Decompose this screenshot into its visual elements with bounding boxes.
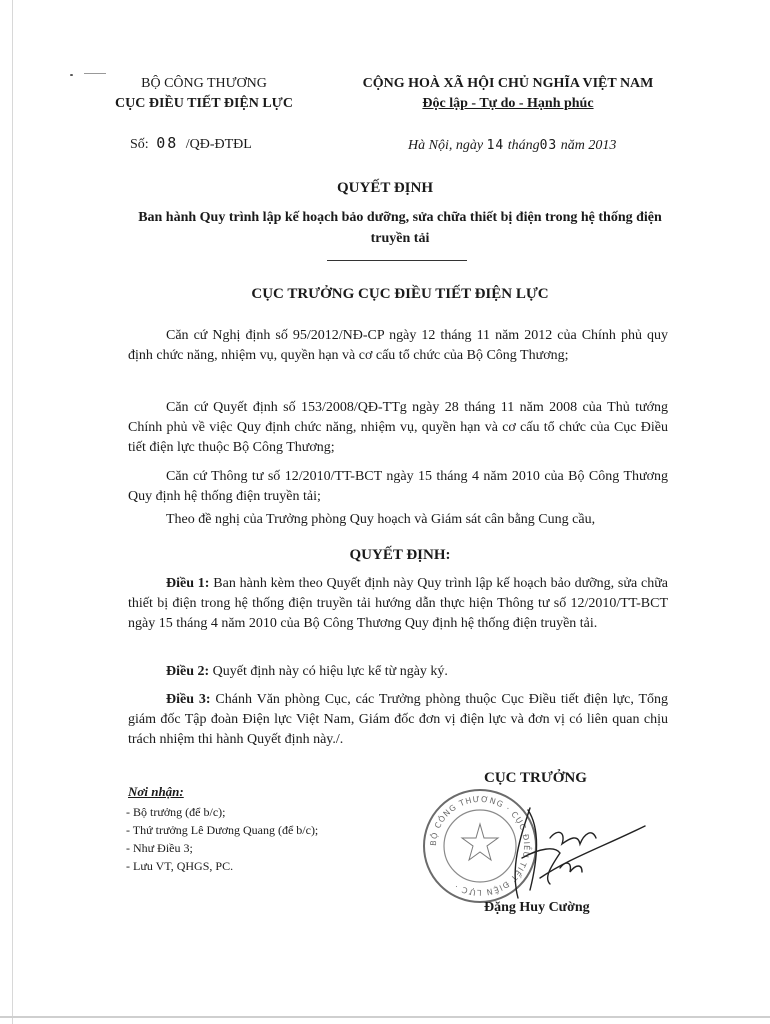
- number-value: 08: [156, 134, 179, 152]
- signatory-name: Đặng Huy Cường: [484, 900, 590, 915]
- date-day: 14: [486, 138, 505, 153]
- number-suffix: /QĐ-ĐTĐL: [185, 137, 252, 152]
- issuer-block: [104, 74, 304, 114]
- decision-heading: QUYẾT ĐỊNH:: [349, 547, 451, 563]
- scan-edge-bottom: [0, 1016, 770, 1018]
- preamble-paragraph: Căn cứ Nghị định số 95/2012/NĐ-CP ngày 12 tháng 11 năm 2012 của Chính phủ quy định chức năng, nhiệm vụ, quyền hạn và cơ cấu tổ chức của Bộ Công Thương;: [128, 328, 668, 363]
- article-text: Chánh Văn phòng Cục, các Trưởng phòng thuộc Cục Điều tiết điện lực, Tổng giám đốc Tập đoàn Điện lực Việt Nam, Giám đốc đơn vị điện lực và đơn vị có liên quan chịu trách nhiệm thi hành Quyết định này./.: [128, 692, 668, 747]
- handwritten-signature: [500, 798, 650, 908]
- recipient-item: - Thứ trưởng Lê Dương Quang (để b/c);: [126, 823, 319, 837]
- recipient-item: - Bộ trưởng (để b/c);: [126, 805, 226, 819]
- national-header: [338, 74, 678, 114]
- ministry-name: BỘ CÔNG THƯƠNG: [141, 76, 267, 91]
- article-text: Ban hành kèm theo Quyết định này Quy trình lập kế hoạch bảo dưỡng, sửa chữa thiết bị điện trong hệ thống điện truyền tải hướng dẫn thực hiện Thông tư số 12/2010/TT-BCT ngày 15 tháng 4 năm 2010 của Bộ Công Thương Quy định hệ thống điện truyền tải.: [128, 576, 668, 631]
- recipient-item: - Lưu VT, QHGS, PC.: [126, 859, 234, 873]
- article-label: Điều 3:: [166, 692, 211, 707]
- scan-speck: [70, 74, 73, 76]
- country-name: CỘNG HOÀ XÃ HỘI CHỦ NGHĨA VIỆT NAM: [362, 76, 654, 91]
- department-name: CỤC ĐIỀU TIẾT ĐIỆN LỰC: [115, 96, 293, 111]
- title-divider: [327, 260, 467, 261]
- date-month-label: tháng: [507, 138, 540, 153]
- scan-speck: [84, 73, 106, 74]
- date-year: năm 2013: [560, 138, 617, 153]
- article-text: Quyết định này có hiệu lực kể từ ngày ký.: [209, 664, 448, 679]
- document-title: QUYẾT ĐỊNH: [337, 180, 433, 196]
- article-label: Điều 1:: [166, 576, 210, 591]
- seal-text: BỘ CÔNG THƯƠNG · CỤC ĐIỀU TIẾT ĐIỆN LỰC ·: [428, 794, 532, 898]
- article-label: Điều 2:: [166, 664, 210, 679]
- date-place-day: Hà Nội, ngày: [408, 138, 484, 153]
- issuing-authority: CỤC TRƯỞNG CỤC ĐIỀU TIẾT ĐIỆN LỰC: [251, 286, 549, 302]
- recipients-list: [126, 803, 318, 875]
- article-3: [128, 690, 668, 750]
- signatory-title: CỤC TRƯỞNG: [484, 770, 587, 786]
- document-subtitle: Ban hành Quy trình lập kế hoạch bảo dưỡng, sửa chữa thiết bị điện trong hệ thống điện truyền tải: [138, 210, 662, 246]
- document-number: [130, 134, 252, 153]
- article-1: [128, 574, 668, 634]
- national-motto: Độc lập - Tự do - Hạnh phúc: [422, 96, 594, 111]
- preamble-paragraph: Căn cứ Quyết định số 153/2008/QĐ-TTg ngày 28 tháng 11 năm 2008 của Thủ tướng Chính phủ về việc Quy định chức năng, nhiệm vụ, quyền hạn và cơ cấu tổ chức của Cục Điều tiết điện lực thuộc Bộ Công Thương;: [128, 400, 668, 455]
- preamble-paragraph: Theo đề nghị của Trưởng phòng Quy hoạch và Giám sát cân bằng Cung cầu,: [166, 512, 596, 527]
- issue-date: [408, 138, 616, 154]
- recipients-title: Nơi nhận:: [128, 784, 184, 799]
- date-month: 03: [539, 138, 558, 153]
- article-2: [128, 662, 668, 682]
- preamble-paragraph: Căn cứ Thông tư số 12/2010/TT-BCT ngày 15 tháng 4 năm 2010 của Bộ Công Thương Quy định hệ thống điện truyền tải;: [128, 469, 668, 504]
- number-prefix: Số:: [130, 137, 149, 152]
- recipient-item: - Như Điều 3;: [126, 841, 193, 855]
- scan-edge-left: [12, 0, 13, 1024]
